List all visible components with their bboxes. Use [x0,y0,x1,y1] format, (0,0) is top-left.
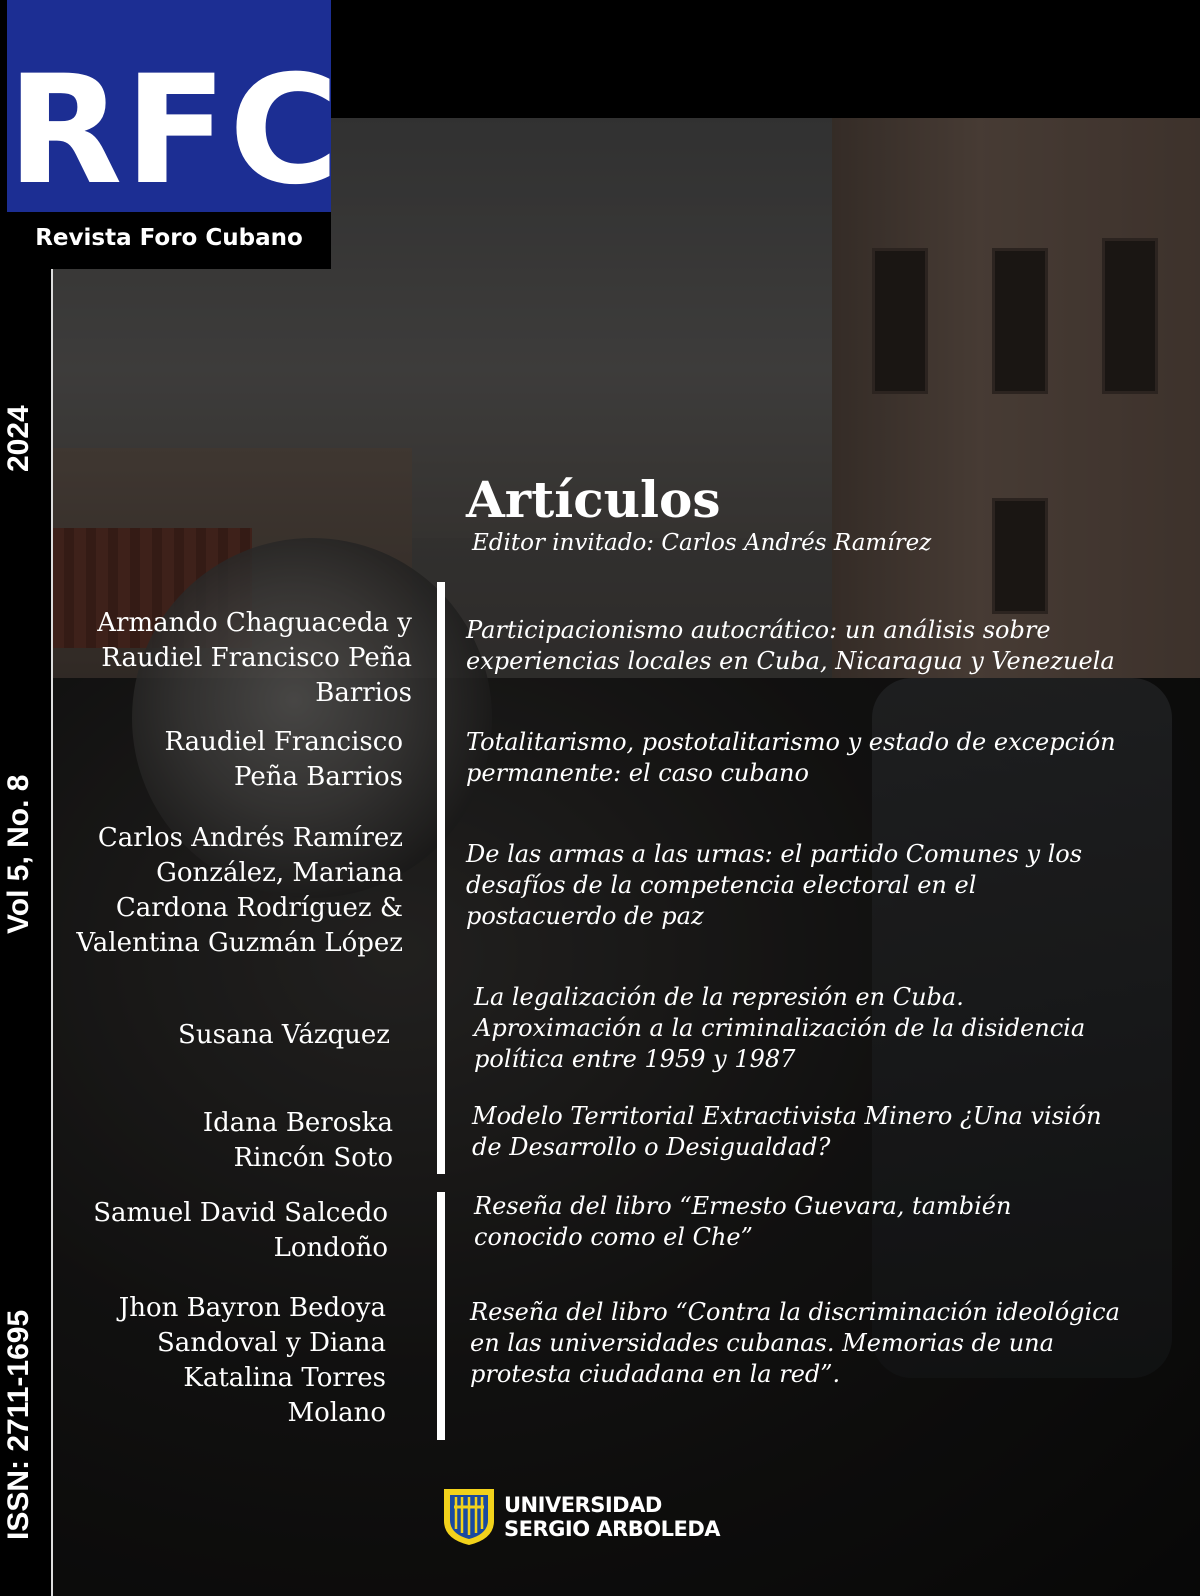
entry-title: Participacionismo autocrático: un análisis sobre experiencias locales en Cuba, Nicaragua y Venezuela [466,616,1115,675]
contents-rule [437,582,445,1174]
entry-title: La legalización de la represión en Cuba. Aproximación a la criminalización de la disidencia política entre 1959 y 1987 [474,983,1086,1073]
entry-author: Jhon Bayron Bedoya Sandoval y Diana Katalina Torres Molano [118,1293,386,1428]
spine-volume: Vol 5, No. 8 [2,774,35,934]
entry-author: Susana Vázquez [178,1020,390,1050]
entry-title: Reseña del libro “Ernesto Guevara, también conocido como el Che” [474,1192,1012,1251]
entry-title: De las armas a las urnas: el partido Comunes y los desafíos de la competencia electoral en el postacuerdo de paz [466,840,1083,930]
entry-author: Armando Chaguaceda y Raudiel Francisco Peña Barrios [97,608,412,708]
entry-author: Samuel David Salcedo Londoño [93,1198,388,1263]
university-name [504,1493,720,1541]
university-name-line1: UNIVERSIDAD [504,1493,662,1517]
university-name-line2: SERGIO ARBOLEDA [504,1517,721,1541]
university-shield-icon [442,1487,496,1547]
spine-issn: ISSN: 2711-1695 [2,1309,35,1540]
guest-editor: Editor invitado: Carlos Andrés Ramírez [472,530,932,556]
journal-name: Revista Foro Cubano [35,225,303,251]
spine-year: 2024 [2,405,35,472]
reviews-rule [437,1192,445,1440]
entry-author: Raudiel Francisco Peña Barrios [164,727,403,792]
entry-title: Reseña del libro “Contra la discriminación ideológica en las universidades cubanas. Memorias de una protesta ciudadana en la red”. [470,1298,1120,1388]
spine-divider [51,269,53,1596]
entry-author: Idana Beroska Rincón Soto [202,1108,393,1173]
entry-title: Modelo Territorial Extractivista Minero ¿Una visión de Desarrollo o Desigualdad? [472,1102,1102,1161]
logo-mark: RFC [7,44,342,218]
entry-author: Carlos Andrés Ramírez González, Mariana Cardona Rodríguez & Valentina Guzmán López [76,823,403,958]
university-logo [442,1487,762,1549]
entry-title: Totalitarismo, postotalitarismo y estado de excepción permanente: el caso cubano [466,728,1116,787]
journal-logo [7,0,342,269]
section-title: Artículos [466,470,721,529]
